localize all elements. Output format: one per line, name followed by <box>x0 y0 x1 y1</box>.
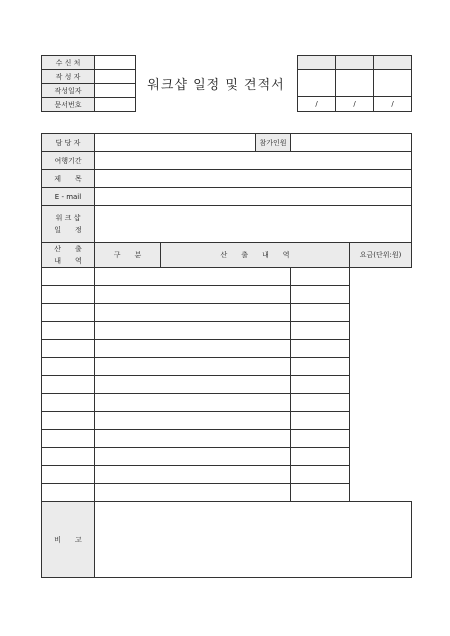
estimate-form <box>41 133 412 578</box>
calc-row <box>42 394 412 412</box>
period-label: 여행기간 <box>42 152 95 170</box>
calc-row <box>42 466 412 484</box>
calc-fee-cell[interactable] <box>291 286 350 304</box>
calc-row <box>42 340 412 358</box>
calc-row <box>42 268 412 286</box>
schedule-value[interactable] <box>95 206 412 243</box>
calc-row <box>42 376 412 394</box>
remarks-value[interactable] <box>95 502 412 578</box>
calc-category-cell[interactable] <box>42 340 95 358</box>
calc-fee-cell[interactable] <box>291 484 350 502</box>
calc-category-cell[interactable] <box>42 484 95 502</box>
calc-category-cell[interactable] <box>42 358 95 376</box>
date-label: 작성일자 <box>42 84 95 98</box>
calc-fee-cell[interactable] <box>291 304 350 322</box>
calc-category-cell[interactable] <box>42 376 95 394</box>
calc-details-cell[interactable] <box>95 322 291 340</box>
subject-label: 제 목 <box>42 170 95 188</box>
calc-details-cell[interactable] <box>95 340 291 358</box>
calc-category-cell[interactable] <box>42 394 95 412</box>
recipient-value[interactable] <box>95 56 136 70</box>
category-header: 구 분 <box>95 243 161 268</box>
calc-row <box>42 484 412 502</box>
calc-section-label: 산 출 내 역 <box>42 243 95 268</box>
manager-label: 담 당 자 <box>42 134 95 152</box>
document-title: 워크샵 일정 및 견적서 <box>147 78 285 93</box>
calc-details-cell[interactable] <box>95 466 291 484</box>
calc-fee-cell[interactable] <box>291 340 350 358</box>
calc-category-cell[interactable] <box>42 430 95 448</box>
schedule-label: 워 크 샵 일 정 <box>42 206 95 243</box>
docno-label: 문서번호 <box>42 98 95 112</box>
calc-details-cell[interactable] <box>95 412 291 430</box>
approval-title-cell[interactable] <box>298 56 336 70</box>
approval-sign-cell[interactable] <box>336 70 374 97</box>
calc-fee-cell[interactable] <box>291 268 350 286</box>
remarks-label: 비 고 <box>42 502 95 578</box>
calc-fee-cell[interactable] <box>291 412 350 430</box>
approval-table <box>297 55 412 112</box>
calc-category-cell[interactable] <box>42 322 95 340</box>
calc-category-cell[interactable] <box>42 412 95 430</box>
approval-sign-cell[interactable] <box>374 70 412 97</box>
calc-details-cell[interactable] <box>95 268 291 286</box>
manager-value[interactable] <box>95 134 256 152</box>
calc-details-cell[interactable] <box>95 484 291 502</box>
recipient-label: 수 신 처 <box>42 56 95 70</box>
calc-row <box>42 430 412 448</box>
calc-fee-cell[interactable] <box>291 430 350 448</box>
calc-details-cell[interactable] <box>95 394 291 412</box>
calc-fee-cell[interactable] <box>291 394 350 412</box>
approval-date-cell[interactable]: / <box>374 97 412 112</box>
calc-category-cell[interactable] <box>42 286 95 304</box>
calc-category-cell[interactable] <box>42 268 95 286</box>
participants-value[interactable] <box>291 134 412 152</box>
calc-details-cell[interactable] <box>95 358 291 376</box>
author-label: 작 성 자 <box>42 70 95 84</box>
calc-category-cell[interactable] <box>42 448 95 466</box>
details-header: 산 출 내 역 <box>161 243 350 268</box>
author-value[interactable] <box>95 70 136 84</box>
calc-fee-cell[interactable] <box>291 466 350 484</box>
approval-date-cell[interactable]: / <box>298 97 336 112</box>
calc-row <box>42 286 412 304</box>
email-value[interactable] <box>95 188 412 206</box>
calc-row <box>42 412 412 430</box>
calc-details-cell[interactable] <box>95 286 291 304</box>
approval-title-cell[interactable] <box>336 56 374 70</box>
calc-details-cell[interactable] <box>95 304 291 322</box>
participants-label: 참가인원 <box>256 134 291 152</box>
period-value[interactable] <box>95 152 412 170</box>
approval-title-cell[interactable] <box>374 56 412 70</box>
calc-fee-cell[interactable] <box>291 376 350 394</box>
calc-category-cell[interactable] <box>42 304 95 322</box>
recipient-table <box>41 55 136 112</box>
date-value[interactable] <box>95 84 136 98</box>
calc-fee-cell[interactable] <box>291 358 350 376</box>
subject-value[interactable] <box>95 170 412 188</box>
calc-row <box>42 358 412 376</box>
approval-sign-cell[interactable] <box>298 70 336 97</box>
calc-category-cell[interactable] <box>42 466 95 484</box>
approval-date-cell[interactable]: / <box>336 97 374 112</box>
calc-details-cell[interactable] <box>95 376 291 394</box>
fee-header: 요금(단위:원) <box>350 243 412 268</box>
email-label: E - mail <box>42 188 95 206</box>
calc-fee-cell[interactable] <box>291 448 350 466</box>
calc-details-cell[interactable] <box>95 430 291 448</box>
calc-row <box>42 322 412 340</box>
calc-details-cell[interactable] <box>95 448 291 466</box>
calc-row <box>42 448 412 466</box>
calc-row <box>42 304 412 322</box>
docno-value[interactable] <box>95 98 136 112</box>
calc-fee-cell[interactable] <box>291 322 350 340</box>
